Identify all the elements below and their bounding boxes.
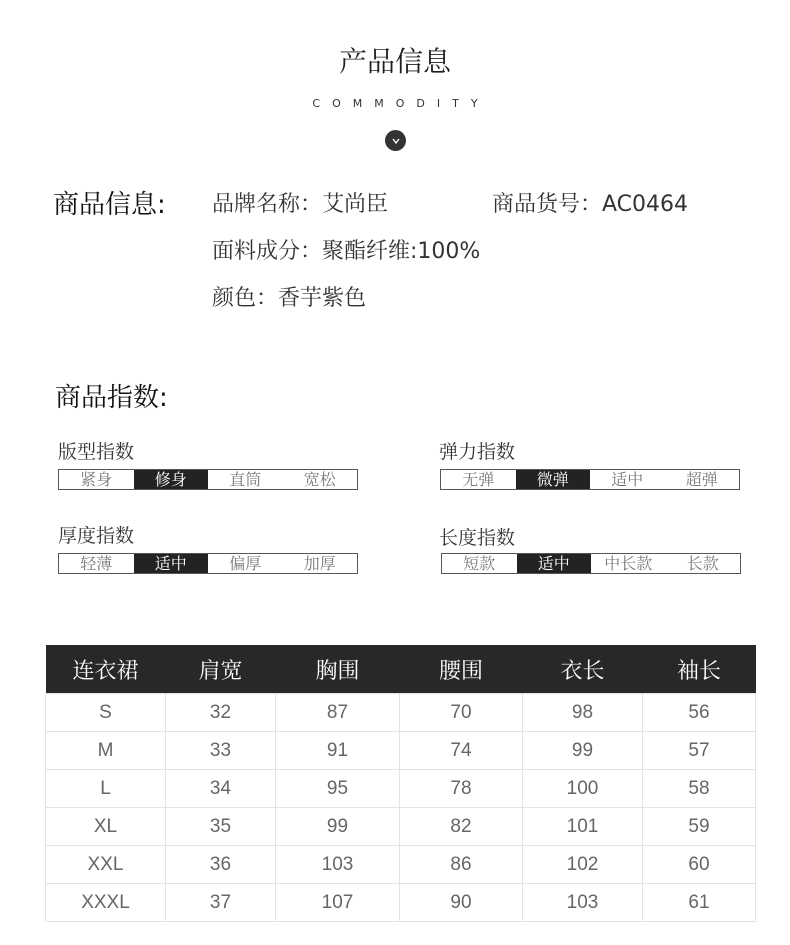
scale-option: 长款 xyxy=(686,554,719,573)
measurement-cell: 101 xyxy=(523,808,643,846)
measurement-cell: 82 xyxy=(400,808,523,846)
scale-option: 宽松 xyxy=(303,470,336,489)
measurement-cell: 37 xyxy=(166,884,276,922)
size-cell: XL xyxy=(46,808,166,846)
length-index-label: 长度指数 xyxy=(439,527,516,549)
column-header: 连衣裙 xyxy=(46,645,166,694)
chevron-down-icon xyxy=(385,130,406,151)
size-cell: M xyxy=(46,732,166,770)
scale-option-selected: 适中 xyxy=(517,554,592,573)
measurement-cell: 32 xyxy=(166,694,276,732)
size-cell: S xyxy=(46,694,166,732)
measurement-cell: 78 xyxy=(400,770,523,808)
brand-name: 品牌名称：艾尚臣 xyxy=(212,192,389,217)
scale-option-selected: 微弹 xyxy=(516,470,591,489)
measurement-cell: 107 xyxy=(276,884,400,922)
table-row xyxy=(46,770,756,808)
table-row xyxy=(46,808,756,846)
scale-option: 短款 xyxy=(463,554,496,573)
column-header: 衣长 xyxy=(523,645,643,694)
info-section-label: 商品信息: xyxy=(53,190,166,220)
measurement-cell: 57 xyxy=(643,732,756,770)
material-composition: 面料成分：聚酯纤维:100% xyxy=(212,239,481,264)
scale-option: 偏厚 xyxy=(229,554,262,573)
indices-section-label: 商品指数: xyxy=(55,383,168,413)
column-header: 肩宽 xyxy=(166,645,276,694)
measurement-cell: 90 xyxy=(400,884,523,922)
measurement-cell: 86 xyxy=(400,846,523,884)
table-row xyxy=(46,694,756,732)
size-table xyxy=(45,645,756,922)
size-cell: L xyxy=(46,770,166,808)
scale-option: 轻薄 xyxy=(80,554,113,573)
fit-index-scale xyxy=(58,469,358,490)
scale-option: 适中 xyxy=(611,470,644,489)
column-header: 胸围 xyxy=(276,645,400,694)
measurement-cell: 61 xyxy=(643,884,756,922)
fit-index-label: 版型指数 xyxy=(58,441,135,463)
measurement-cell: 103 xyxy=(523,884,643,922)
page-subtitle: COMMODITY xyxy=(312,97,490,110)
scale-option: 加厚 xyxy=(303,554,336,573)
scale-option: 直筒 xyxy=(229,470,262,489)
column-header: 袖长 xyxy=(643,645,756,694)
table-row xyxy=(46,732,756,770)
size-table-header xyxy=(46,645,756,694)
measurement-cell: 100 xyxy=(523,770,643,808)
scale-option: 中长款 xyxy=(604,554,653,573)
thickness-index-label: 厚度指数 xyxy=(58,525,135,547)
measurement-cell: 56 xyxy=(643,694,756,732)
measurement-cell: 95 xyxy=(276,770,400,808)
measurement-cell: 33 xyxy=(166,732,276,770)
table-row xyxy=(46,884,756,922)
measurement-cell: 34 xyxy=(166,770,276,808)
measurement-cell: 35 xyxy=(166,808,276,846)
sku-number: 商品货号：AC0464 xyxy=(492,192,689,217)
elasticity-index-label: 弹力指数 xyxy=(439,441,516,463)
scale-option-selected: 适中 xyxy=(134,554,209,573)
column-header: 腰围 xyxy=(400,645,523,694)
size-cell: XXL xyxy=(46,846,166,884)
measurement-cell: 98 xyxy=(523,694,643,732)
scale-option: 无弹 xyxy=(462,470,495,489)
length-index-scale xyxy=(441,553,741,574)
page-title: 产品信息 xyxy=(338,45,451,78)
scale-option: 超弹 xyxy=(685,470,718,489)
size-cell: XXXL xyxy=(46,884,166,922)
measurement-cell: 60 xyxy=(643,846,756,884)
measurement-cell: 99 xyxy=(523,732,643,770)
measurement-cell: 74 xyxy=(400,732,523,770)
elasticity-index-scale xyxy=(440,469,740,490)
measurement-cell: 59 xyxy=(643,808,756,846)
measurement-cell: 36 xyxy=(166,846,276,884)
measurement-cell: 70 xyxy=(400,694,523,732)
scale-option-selected: 修身 xyxy=(134,470,209,489)
measurement-cell: 103 xyxy=(276,846,400,884)
thickness-index-scale xyxy=(58,553,358,574)
measurement-cell: 58 xyxy=(643,770,756,808)
table-row xyxy=(46,846,756,884)
product-color: 颜色：香芋紫色 xyxy=(212,286,367,311)
measurement-cell: 99 xyxy=(276,808,400,846)
measurement-cell: 91 xyxy=(276,732,400,770)
scale-option: 紧身 xyxy=(80,470,113,489)
measurement-cell: 87 xyxy=(276,694,400,732)
measurement-cell: 102 xyxy=(523,846,643,884)
